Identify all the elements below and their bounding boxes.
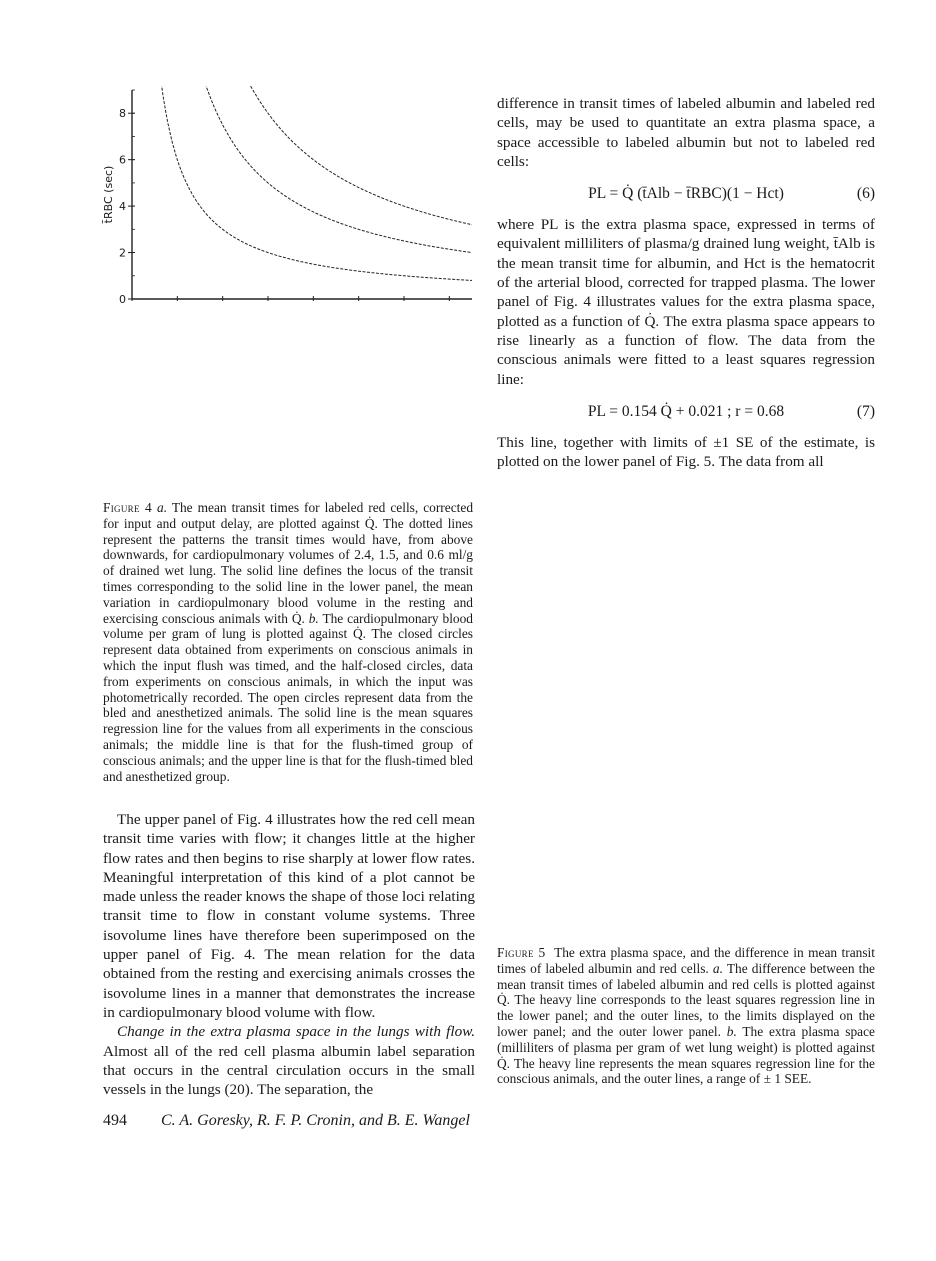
figure-5-caption-b: The extra plasma space (milliliters of plasma per gram of wet lung weight) is plotted against Q̇. The heavy line represents the mean squares regression line for the conscious animals, and the outer lines, a range of ± 1 SEE.	[497, 1023, 875, 1087]
curve-line	[134, 80, 472, 280]
y-tick-label: 6	[119, 153, 126, 167]
paragraph-difference: difference in transit times of labeled albumin and labeled red cells, may be used to quantitate an extra plasma space, a space accessible to labeled albumin but not to labeled red cells:	[497, 95, 875, 170]
figure-4-caption-a: The mean transit times for labeled red cells, corrected for input and output delay, are plotted against Q̇. The dotted lines represent the patterns the transit times would have, from above downwards, for cardiopulmonary volumes of 2.4, 1.5, and 0.6 ml/g of drained wet lung. The solid line defines the locus of the transit times corresponding to the solid line in the lower panel, the mean variation in cardiopulmonary blood volume in the resting and exercising conscious animals with Q̇.	[103, 500, 474, 626]
paragraph-upper-panel: The upper panel of Fig. 4 illustrates how the red cell mean transit time varies with flow; it changes little at the higher flow rates and then begins to rise sharply at lower flow rates. Meaningful interpretation of this kind of a plot cannot be made unless the reader knows the shape of those loci relating transit time to flow in constant volume systems. Three isovolume lines have therefore been superimposed on the upper panel of Fig. 4. The mean relation for the data obtained from the resting and exercising animals crosses the isovolume lines in a manner that demonstrates the increase in cardiopulmonary blood volume with flow.	[103, 811, 475, 1021]
figure-5-plots	[495, 455, 880, 935]
figure-5-part-b: b.	[726, 1023, 737, 1039]
figure-4-label: Figure 4	[103, 500, 153, 515]
y-tick-label: 4	[119, 200, 126, 214]
left-column-body	[103, 810, 475, 1099]
equation-6-body: PL = Q̇ (t̄Alb − t̄RBC)(1 − Hct)	[588, 185, 784, 203]
paragraph-where-pl: where PL is the extra plasma space, expressed in terms of equivalent milliliters of plasma/g drained lung weight, t̄Alb is the mean transit time for albumin, and Hct is the hematocrit of the arterial blood, corrected for trapped plasma. The lower panel of Fig. 4 illustrates values for the extra plasma space, plotted as a function of Q̇. The extra plasma space appears to rise linearly as a function of flow. The data from the conscious animals were fitted to a least squares regression line:	[497, 216, 875, 388]
section-heading: Change in the extra plasma space in the lungs with flow.	[117, 1023, 475, 1041]
figure-4-part-a: a.	[157, 500, 168, 515]
equation-7-number: (7)	[856, 402, 875, 420]
page-footer	[103, 1112, 603, 1130]
curve-line	[134, 80, 472, 225]
paragraph-this-line: This line, together with limits of ±1 SE of the estimate, is plotted on the lower panel of Fig. 5. The data from all	[497, 433, 875, 471]
right-column-body	[497, 94, 875, 471]
y-tick-label: 8	[119, 107, 126, 121]
figure-4-plots	[100, 80, 485, 490]
figure-4-part-b: b.	[308, 610, 319, 626]
figure-4-caption-b: The cardiopulmonary blood volume per gram of lung is plotted against Q̇. The closed circles represent data obtained from experiments on conscious animals in which the input flush was timed, and the half-closed circles, data from experiments on conscious animals, in which the input was photometrically recorded. The open circles represent data from the bled and anesthetized animals. The solid line is the mean squares regression line for the values from all experiments in the conscious animals; the middle line is that for the flush-timed group of conscious animals; and the upper line is that for the flush-timed bled and anesthetized group.	[103, 610, 473, 784]
paragraph-separation: Almost all of the red cell plasma albumin label separation that occurs in the central circulation occurs in the small vessels in the lungs (20). The separation, the	[103, 1042, 475, 1099]
equation-6-number: (6)	[856, 185, 875, 203]
figure-4-caption	[103, 500, 473, 784]
figure-5-caption-a: The difference between the mean transit times of labeled albumin and red cells is plotted against Q̇. The heavy line corresponds to the least squares regression line in the lower panel; and the outer lines, to the limits displayed on the lower panel; and the outer lower panel.	[497, 960, 875, 1039]
running-head-authors: C. A. Goresky, R. F. P. Cronin, and B. E. Wangel	[161, 1112, 470, 1129]
equation-6	[497, 184, 875, 204]
page-number: 494	[103, 1112, 127, 1129]
y-axis-label: t̄RBC (sec)	[102, 165, 115, 224]
figure-5-caption-intro: The extra plasma space, and the difference in mean transit times of labeled albumin and red cells.	[497, 945, 875, 976]
curve-line	[134, 80, 472, 253]
figure-5-part-a: a.	[712, 960, 723, 976]
y-tick-label: 0	[119, 293, 126, 306]
figure-5-label: Figure 5	[497, 945, 546, 960]
figure-5-caption	[497, 945, 875, 1087]
y-tick-label: 2	[119, 246, 126, 260]
equation-7-body: PL = 0.154 Q̇ + 0.021 ; r = 0.68	[587, 402, 785, 420]
equation-7	[497, 402, 875, 422]
figure-4a-panel	[102, 80, 472, 306]
